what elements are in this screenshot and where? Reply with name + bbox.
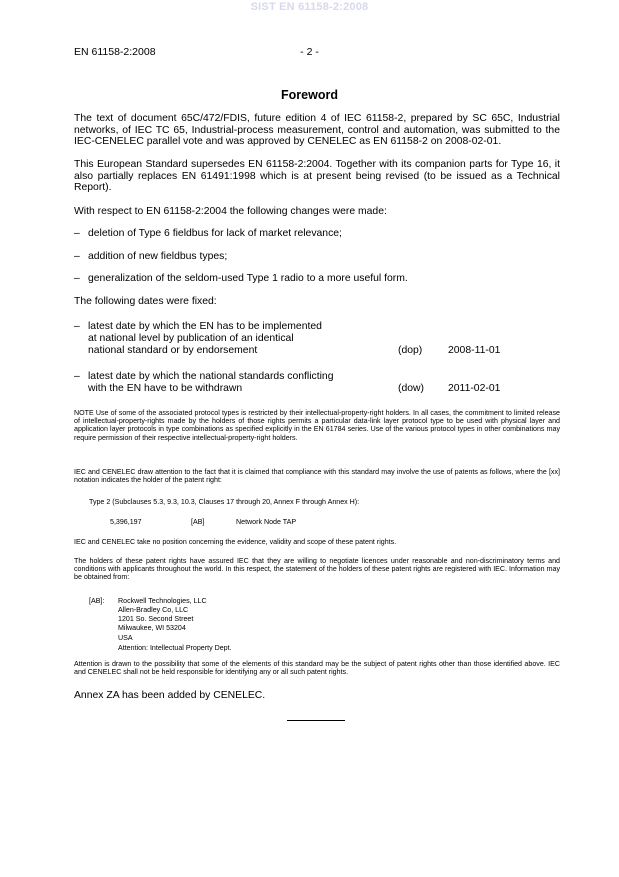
list-dash: – [74, 371, 80, 382]
foreword-paragraph-2: This European Standard supersedes EN 61158-2:2004. Together with its companion parts for Type 16, it also partially replaces EN 61491:1998 which is at present being revised (to be issued as a Technical Report). [74, 159, 560, 194]
holders-assured-paragraph: The holders of these patent rights have assured IEC that they are willing to negotiate licences under reasonable and non-discriminatory terms and conditions with applicants throughout the world. In this respect, the statement of the holders of these patent rights are registered with IEC. Information may be obtained from: [74, 557, 560, 582]
address-line: Rockwell Technologies, LLC [118, 597, 207, 605]
list-dash: – [74, 228, 80, 239]
foreword-paragraph-4: The following dates were fixed: [74, 296, 217, 307]
patent-type-line: Type 2 (Subclauses 5.3, 9.3, 10.3, Clauses 17 through 20, Annex F through Annex H): [89, 498, 360, 506]
dop-text-line-3: national standard or by endorsement [88, 345, 258, 356]
change-item-text: deletion of Type 6 fieldbus for lack of market relevance; [88, 228, 342, 239]
other-patents-paragraph: Attention is drawn to the possibility that some of the elements of this standard may be the subject of patent rights other than those identified above. IEC and CENELEC shall not be held responsible for identifying any or all such patent rights. [74, 660, 560, 677]
document-id: EN 61158-2:2008 [74, 46, 156, 58]
foreword-paragraph-3: With respect to EN 61158-2:2004 the following changes were made: [74, 206, 387, 217]
list-dash: – [74, 321, 80, 332]
patent-title: Network Node TAP [236, 518, 297, 526]
ipr-note: NOTE Use of some of the associated protocol types is restricted by their intellectual-property-right holders. In all cases, the commitment to limited release of intellectual-property-rights made by the holders of those rights permits a particular data-link layer protocol type to be used with physical layer and application layer protocols in type combinations as specified explicitly in the EN 61784 series. Use of the various protocol types in other combinations may require permission of their respective intellectual-property-right holders. [74, 409, 560, 442]
dop-text-line-1: latest date by which the EN has to be implemented [88, 321, 322, 332]
patent-attention-paragraph: IEC and CENELEC draw attention to the fact that it is claimed that compliance with this standard may involve the use of patents as follows, where the [xx] notation indicates the holder of the patent right: [74, 468, 560, 485]
dop-code: (dop) [398, 345, 423, 356]
dow-date: 2011-02-01 [448, 383, 501, 394]
dop-date: 2008-11-01 [448, 345, 501, 356]
dow-text-line-1: latest date by which the national standards conflicting [88, 371, 334, 382]
watermark: SIST EN 61158-2:2008 [250, 1, 369, 13]
annex-statement: Annex ZA has been added by CENELEC. [74, 690, 266, 701]
address-tag: [AB]: [89, 597, 105, 605]
patent-number: 5,396,197 [110, 518, 142, 526]
dow-text-line-2: with the EN have to be withdrawn [88, 383, 243, 394]
no-position-paragraph: IEC and CENELEC take no position concerning the evidence, validity and scope of these patent rights. [74, 538, 397, 546]
closing-rule [287, 720, 345, 721]
address-line: USA [118, 634, 133, 642]
change-item-text: generalization of the seldom-used Type 1 radio to a more useful form. [88, 273, 408, 284]
address-line: 1201 So. Second Street [118, 615, 194, 623]
address-line: Milwaukee, WI 53204 [118, 624, 186, 632]
dop-text-line-2: at national level by publication of an identical [88, 333, 294, 344]
list-dash: – [74, 273, 80, 284]
page-number: - 2 - [300, 46, 319, 58]
change-item-text: addition of new fieldbus types; [88, 251, 228, 262]
address-line: Allen-Bradley Co, LLC [118, 606, 189, 614]
foreword-title: Foreword [281, 88, 338, 102]
list-dash: – [74, 251, 80, 262]
dow-code: (dow) [398, 383, 424, 394]
address-line: Attention: Intellectual Property Dept. [118, 644, 232, 652]
patent-holder: [AB] [191, 518, 205, 526]
foreword-paragraph-1: The text of document 65C/472/FDIS, future edition 4 of IEC 61158-2, prepared by SC 65C, Industrial networks, of IEC TC 65, Industrial-process measurement, control and automation, was submitted to the IEC-CENELEC parallel vote and was approved by CENELEC as EN 61158-2 on 2008-02-01. [74, 113, 560, 148]
